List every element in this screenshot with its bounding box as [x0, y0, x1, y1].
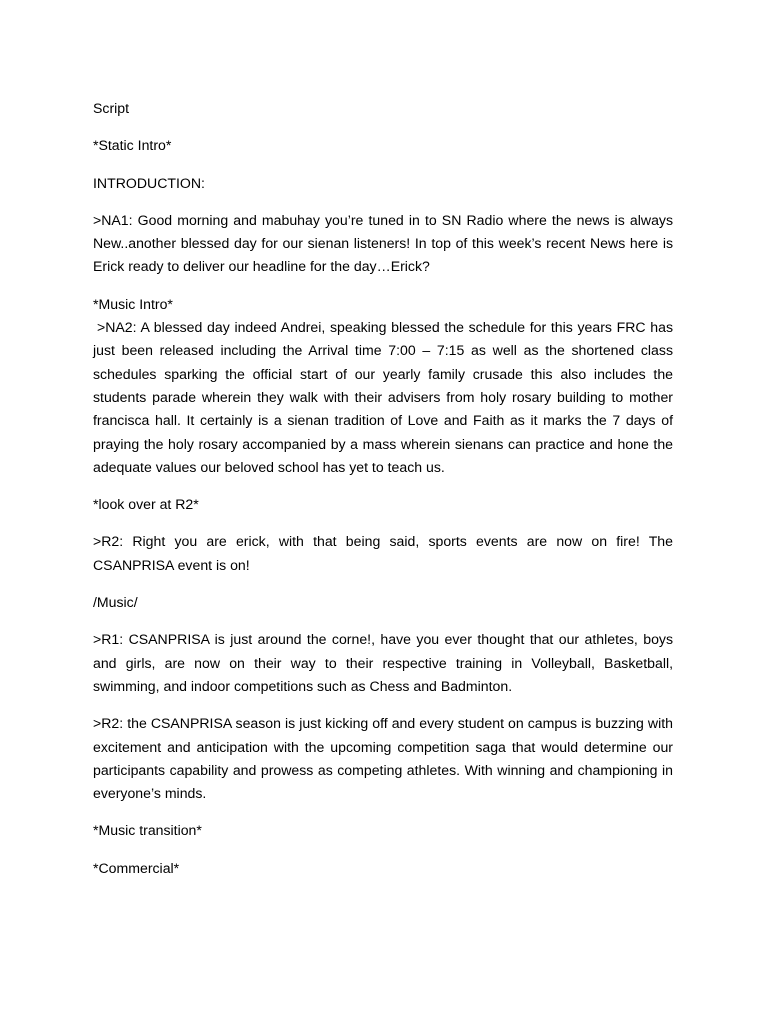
- cue-static-intro: *Static Intro*: [93, 137, 172, 154]
- cue-music: /Music/: [93, 594, 138, 611]
- script-line-na2: >NA2: A blessed day indeed Andrei, speaking blessed the schedule for this years FRC has just been released including the Arrival time 7:00 – 7:15 as well as the shortened class schedules sparking the official start of our yearly family crusade this also includes the students parade wherein they walk with their advisers from holy rosary building to mother francisca hall. It certainly is a sienan tradition of Love and Faith as it marks the 7 days of praying the holy rosary accompanied by a mass wherein sienans can practice and hone the adequate values our beloved school has yet to teach us.: [93, 319, 673, 475]
- cue-music-transition: *Music transition*: [93, 822, 202, 839]
- script-line-na1: >NA1: Good morning and mabuhay you’re tuned in to SN Radio where the news is always New..another blessed day for our sienan listeners! In top of this week’s recent News here is Erick ready to deliver our headline for the day…Erick?: [93, 211, 673, 275]
- cue-music-intro: *Music Intro*: [93, 295, 173, 312]
- cue-look-over-r2: *look over at R2*: [93, 496, 199, 513]
- cue-commercial: *Commercial*: [93, 859, 180, 876]
- document-title: Script: [93, 100, 130, 116]
- document-page: [93, 97, 673, 880]
- script-line-r1: >R1: CSANPRISA is just around the corne!, have you ever thought that our athletes, boys and girls, are now on their way to their respective training in Volleyball, Basketball, swimming, and indoor competitions such as Chess and Badminton.: [93, 631, 673, 694]
- script-line-r2-first: >R2: Right you are erick, with that being said, sports events are now on fire! The CSANPRISA event is on!: [93, 533, 673, 573]
- script-line-r2-second: >R2: the CSANPRISA season is just kicking off and every student on campus is buzzing with excitement and anticipation with the upcoming competition saga that would determine our participants capability and prowess as competing athletes. With winning and championing in everyone’s minds.: [93, 715, 673, 802]
- section-heading-introduction: INTRODUCTION:: [93, 174, 205, 191]
